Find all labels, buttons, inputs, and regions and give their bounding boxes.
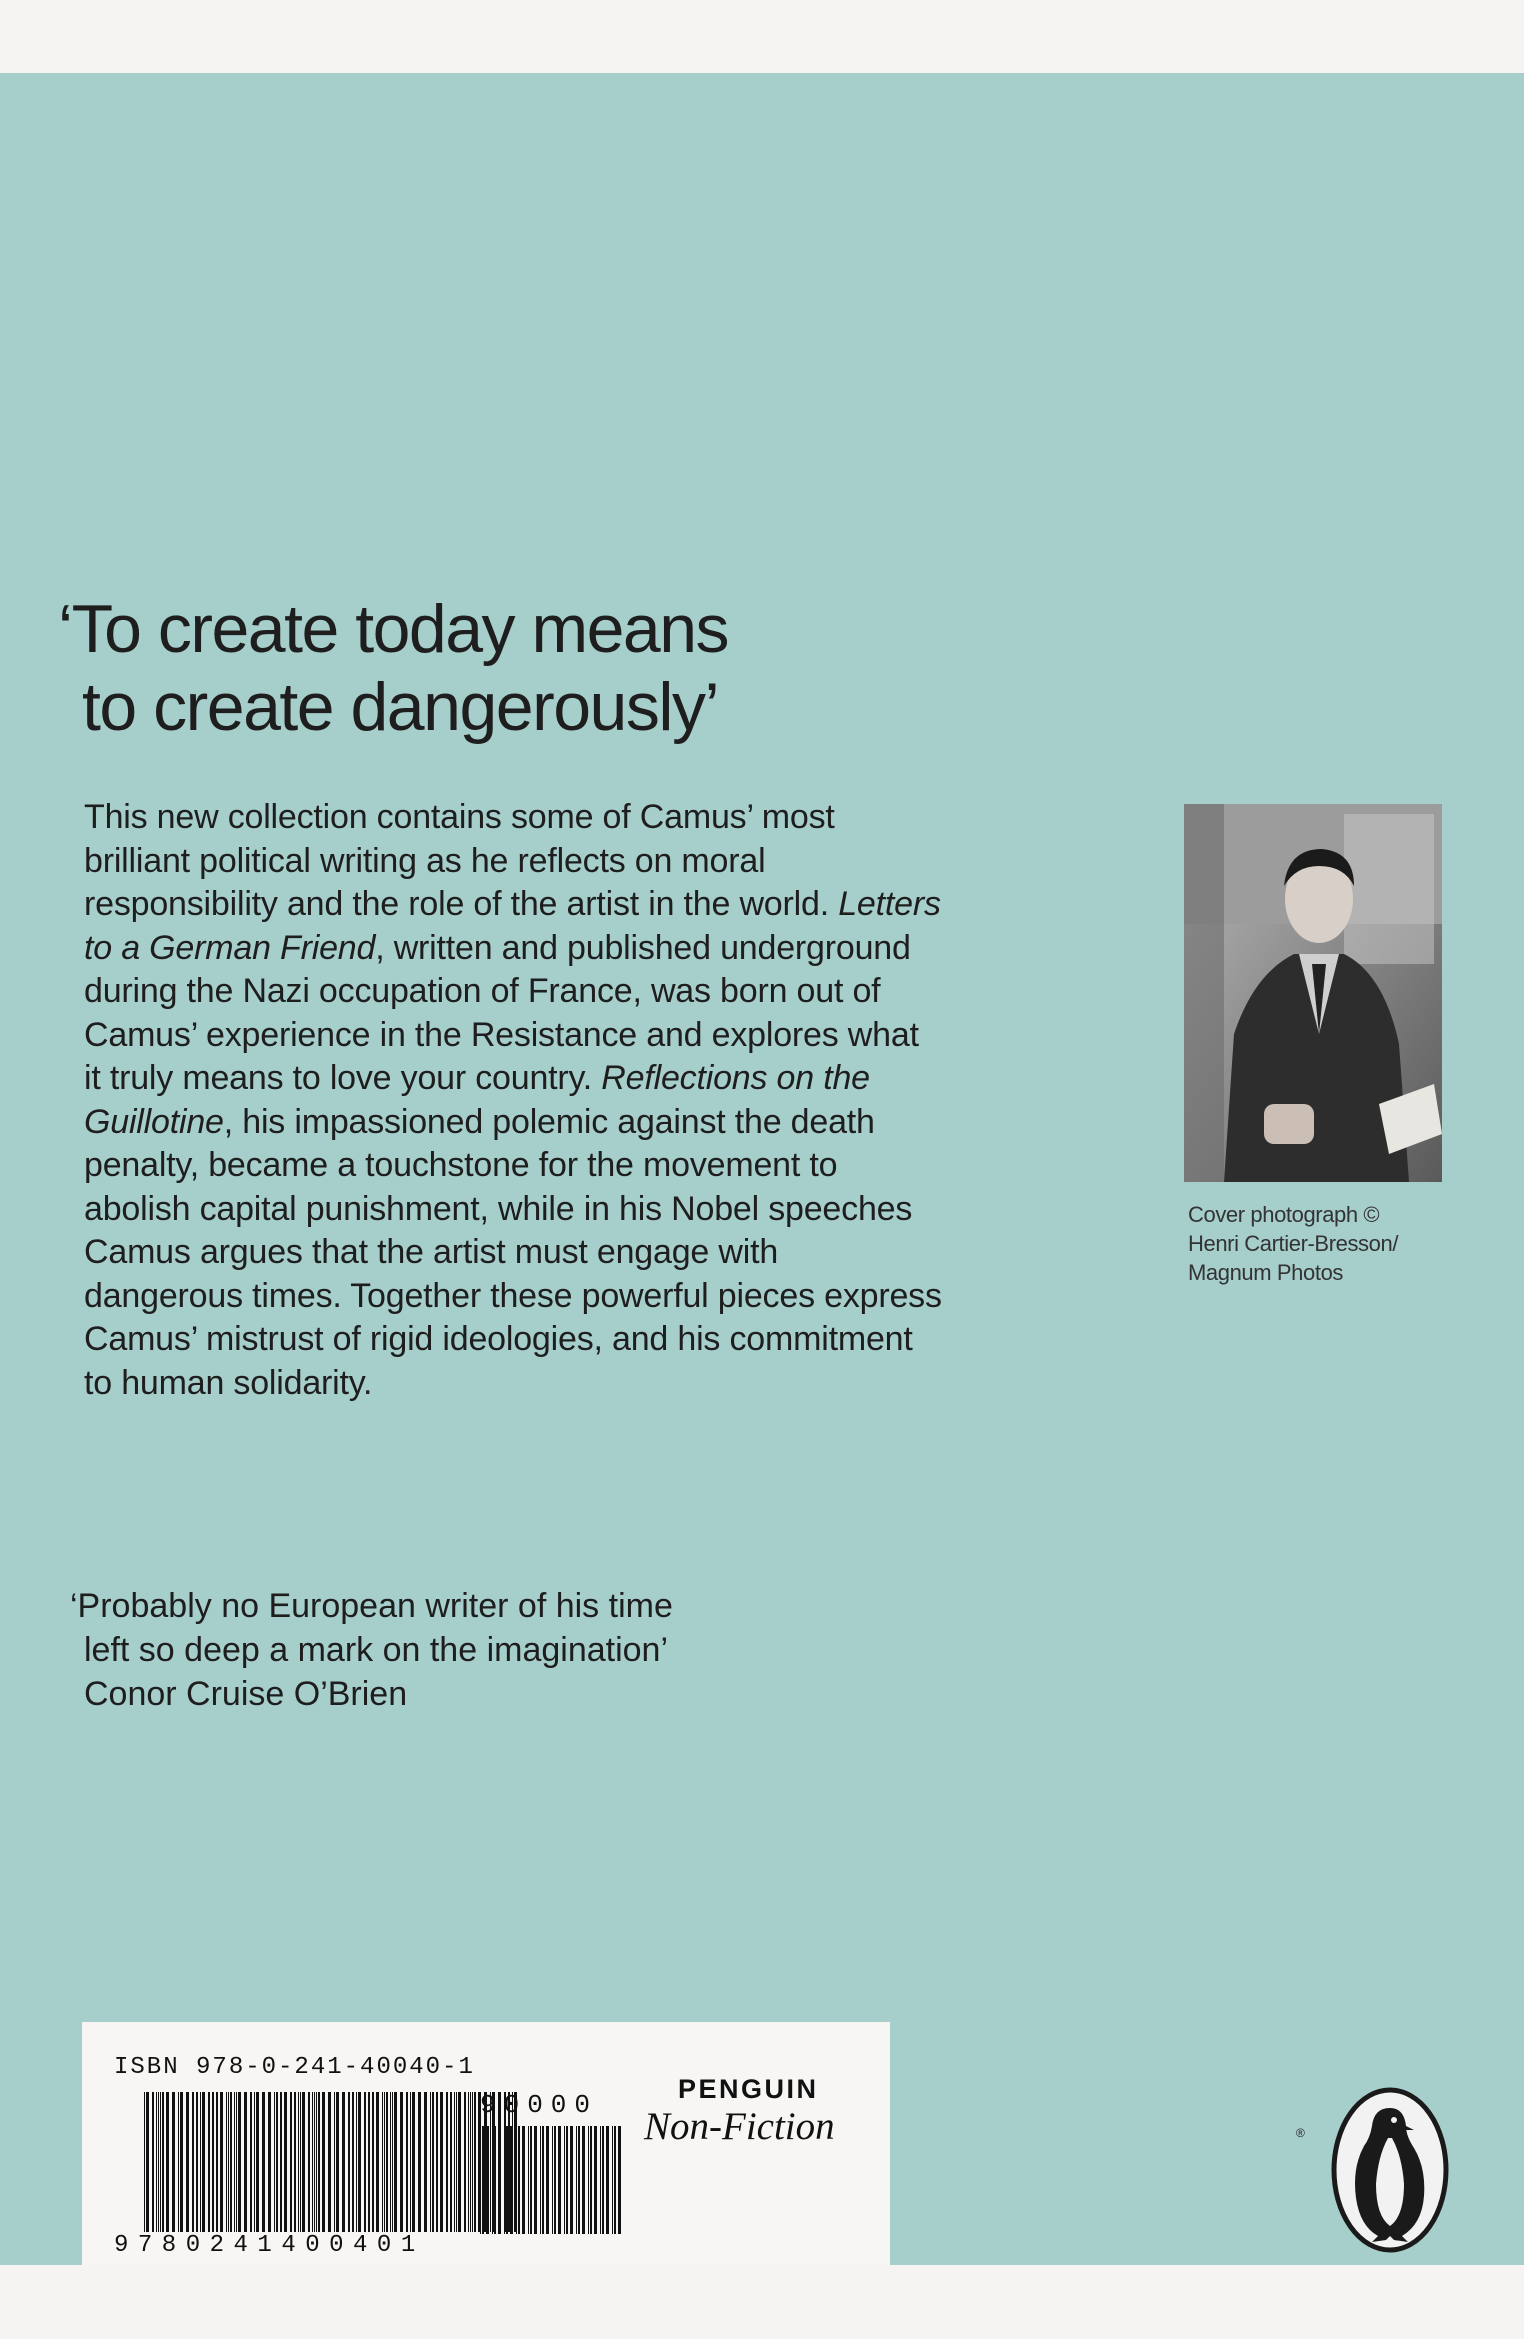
- barcode-bar: [546, 2126, 549, 2234]
- barcode-bar: [498, 2126, 501, 2234]
- barcode-bar: [432, 2092, 434, 2232]
- barcode-bar: [528, 2126, 529, 2234]
- review-quote: [70, 1584, 870, 1716]
- barcode-bar: [558, 2126, 561, 2234]
- barcode-bar: [364, 2092, 366, 2232]
- blurb-part-1: This new collection contains some of Camus’ most brilliant political writing as he reflects on moral responsibility and the role of the artist in the world.: [84, 798, 839, 923]
- barcode-bar: [244, 2092, 247, 2232]
- barcode-bar: [162, 2092, 164, 2232]
- barcode-bar: [238, 2092, 241, 2232]
- barcode-bar: [614, 2126, 616, 2234]
- barcode-bar: [328, 2092, 331, 2232]
- barcode-bar: [618, 2126, 621, 2234]
- barcode-bar: [160, 2092, 161, 2232]
- barcode-bar: [464, 2092, 466, 2232]
- barcode-bar: [308, 2092, 310, 2232]
- barcode-bar: [146, 2092, 149, 2232]
- barcode-bar: [356, 2092, 357, 2232]
- barcode-bar: [384, 2092, 385, 2232]
- barcode-bar: [440, 2092, 443, 2232]
- caption-line-3: Magnum Photos: [1188, 1260, 1343, 1285]
- review-line-2: left so deep a mark on the imagination’: [84, 1631, 669, 1669]
- barcode-bar: [430, 2092, 431, 2232]
- barcode-bar: [256, 2092, 259, 2232]
- barcode-bar: [406, 2092, 408, 2232]
- author-portrait-photo: [1184, 804, 1442, 1182]
- barcode-bar: [530, 2126, 532, 2234]
- barcode-bar: [226, 2092, 227, 2232]
- barcode-bar: [220, 2092, 223, 2232]
- barcode-bar: [468, 2092, 469, 2232]
- barcode-bar: [540, 2126, 541, 2234]
- photo-caption: [1188, 1200, 1448, 1287]
- barcode-bar: [602, 2126, 604, 2234]
- barcode-bar: [504, 2126, 505, 2234]
- barcode-bar: [334, 2092, 335, 2232]
- barcode-bar: [348, 2092, 350, 2232]
- barcode-bar: [412, 2092, 415, 2232]
- headline-line-2: to create dangerously’: [82, 669, 719, 745]
- barcode-bar: [336, 2092, 339, 2232]
- headline-line-1: ‘To create today means: [58, 591, 729, 667]
- barcode-bar: [456, 2092, 457, 2232]
- barcode-bar: [294, 2092, 296, 2232]
- barcode-bar: [196, 2092, 198, 2232]
- barcode-bar: [318, 2092, 320, 2232]
- barcode-bar: [178, 2092, 179, 2232]
- barcode-bar: [180, 2092, 183, 2232]
- barcode-bar: [342, 2092, 345, 2232]
- barcode-bar: [276, 2092, 278, 2232]
- barcode-bar: [386, 2092, 388, 2232]
- barcode-bar: [302, 2092, 305, 2232]
- barcode-bar: [208, 2092, 210, 2232]
- barcode-bar: [494, 2126, 496, 2234]
- barcode-bar: [298, 2092, 299, 2232]
- barcode-bar: [382, 2092, 383, 2232]
- barcode-bar: [376, 2092, 379, 2232]
- barcode-bar: [458, 2092, 461, 2232]
- barcode-bar: [312, 2092, 313, 2232]
- barcode-bar: [564, 2126, 565, 2234]
- caption-line-2: Henri Cartier-Bresson/: [1188, 1231, 1399, 1256]
- barcode-bar: [274, 2092, 275, 2232]
- barcode-bar: [202, 2092, 205, 2232]
- barcode-bar: [230, 2092, 232, 2232]
- barcode-bar: [606, 2126, 609, 2234]
- barcode-bar: [590, 2126, 592, 2234]
- barcode-bar: [450, 2092, 452, 2232]
- barcode-bar: [480, 2126, 481, 2234]
- barcode-bar: [186, 2092, 189, 2232]
- barcode-bar: [542, 2126, 544, 2234]
- barcode-bar: [284, 2092, 287, 2232]
- barcode-bar: [418, 2092, 421, 2232]
- blurb-part-3: , his impassioned polemic against the death penalty, became a touchstone for the movement to abolish capital punishment, while in his Nobel speeches Camus argues that the artist must engage with dangerous times. Together these powerful pieces express Camus’ mistrust of rigid ideologies, and his commitment to human solidarity.: [84, 1102, 942, 1402]
- barcode-bar: [594, 2126, 597, 2234]
- blurb-title-letters: Letters to a German Friend: [84, 885, 941, 967]
- barcode-bar: [152, 2092, 154, 2232]
- barcode-bar: [516, 2126, 517, 2234]
- barcode-bar: [392, 2092, 393, 2232]
- barcode-bar: [372, 2092, 374, 2232]
- barcode-bar: [144, 2092, 145, 2232]
- barcode-bar: [158, 2092, 159, 2232]
- barcode-bar: [322, 2092, 325, 2232]
- barcode-bar: [390, 2092, 391, 2232]
- review-attribution: Conor Cruise O’Brien: [84, 1675, 408, 1713]
- barcode-bar: [280, 2092, 282, 2232]
- barcode-bar: [470, 2092, 471, 2232]
- barcode-bar: [600, 2126, 601, 2234]
- barcode-bar: [576, 2126, 577, 2234]
- headline-quote: [58, 590, 728, 746]
- barcode-bar: [358, 2092, 361, 2232]
- imprint-series: Non-Fiction: [644, 2105, 835, 2148]
- barcode-bar: [172, 2092, 175, 2232]
- barcode-bar: [254, 2092, 255, 2232]
- blurb-paragraph: [84, 796, 944, 1405]
- blurb-part-2: , written and published underground during the Nazi occupation of France, was born out of Camus’ experience in the Resistance and explores what it truly means to love your country.: [84, 928, 919, 1097]
- barcode-bar: [482, 2126, 484, 2234]
- barcode-bar: [314, 2092, 315, 2232]
- barcode-bar: [436, 2092, 438, 2232]
- barcode-bar: [446, 2092, 448, 2232]
- barcode-bar: [578, 2126, 580, 2234]
- barcode-bar: [552, 2126, 553, 2234]
- barcode-bar: [166, 2092, 169, 2232]
- barcode-bar: [262, 2092, 265, 2232]
- barcode-bar: [352, 2092, 354, 2232]
- barcode-bar: [300, 2092, 301, 2232]
- barcode-bar: [612, 2126, 613, 2234]
- barcode-bar: [566, 2126, 568, 2234]
- barcode-bar: [216, 2092, 218, 2232]
- penguin-logo-icon: [1330, 2086, 1450, 2254]
- barcode-bar: [212, 2092, 214, 2232]
- barcode-bar: [156, 2092, 157, 2232]
- imprint-brand: PENGUIN: [678, 2074, 819, 2104]
- ean-digits: 9780241400401: [114, 2232, 425, 2259]
- barcode-bar: [234, 2092, 235, 2232]
- barcode-bar: [454, 2092, 455, 2232]
- barcode-bar: [582, 2126, 585, 2234]
- barcode-bar: [410, 2092, 411, 2232]
- addon-barcode-icon: [478, 2126, 626, 2234]
- barcode-bar: [424, 2092, 427, 2232]
- barcode-bar: [486, 2126, 489, 2234]
- barcode-bar: [474, 2092, 476, 2232]
- barcode-bar: [236, 2092, 237, 2232]
- blurb-title-reflections: Reflections on the Guillotine: [84, 1059, 870, 1141]
- barcode-bar: [268, 2092, 271, 2232]
- registered-mark: ®: [1296, 2126, 1305, 2140]
- barcode-bar: [228, 2092, 229, 2232]
- barcode-bar: [400, 2092, 403, 2232]
- barcode-bar: [534, 2126, 537, 2234]
- caption-line-1: Cover photograph ©: [1188, 1202, 1380, 1227]
- review-line-1: ‘Probably no European writer of his time: [70, 1587, 673, 1625]
- barcode-bar: [394, 2092, 397, 2232]
- barcode-bar: [200, 2092, 201, 2232]
- barcode-bar: [368, 2092, 370, 2232]
- barcode-bar: [522, 2126, 525, 2234]
- barcode-icon: [142, 2092, 522, 2232]
- barcode-bar: [510, 2126, 513, 2234]
- barcode-bar: [554, 2126, 556, 2234]
- barcode-bar: [472, 2092, 473, 2232]
- addon-digits: 90000: [480, 2090, 599, 2120]
- barcode-bar: [492, 2126, 493, 2234]
- barcode-bar: [316, 2092, 317, 2232]
- barcode-panel: [82, 2022, 890, 2265]
- barcode-bar: [250, 2092, 252, 2232]
- barcode-bar: [192, 2092, 194, 2232]
- barcode-bar: [518, 2126, 520, 2234]
- barcode-bar: [506, 2126, 508, 2234]
- barcode-bar: [290, 2092, 292, 2232]
- isbn-label: ISBN 978-0-241-40040-1: [114, 2054, 475, 2081]
- barcode-bar: [570, 2126, 573, 2234]
- barcode-bar: [588, 2126, 589, 2234]
